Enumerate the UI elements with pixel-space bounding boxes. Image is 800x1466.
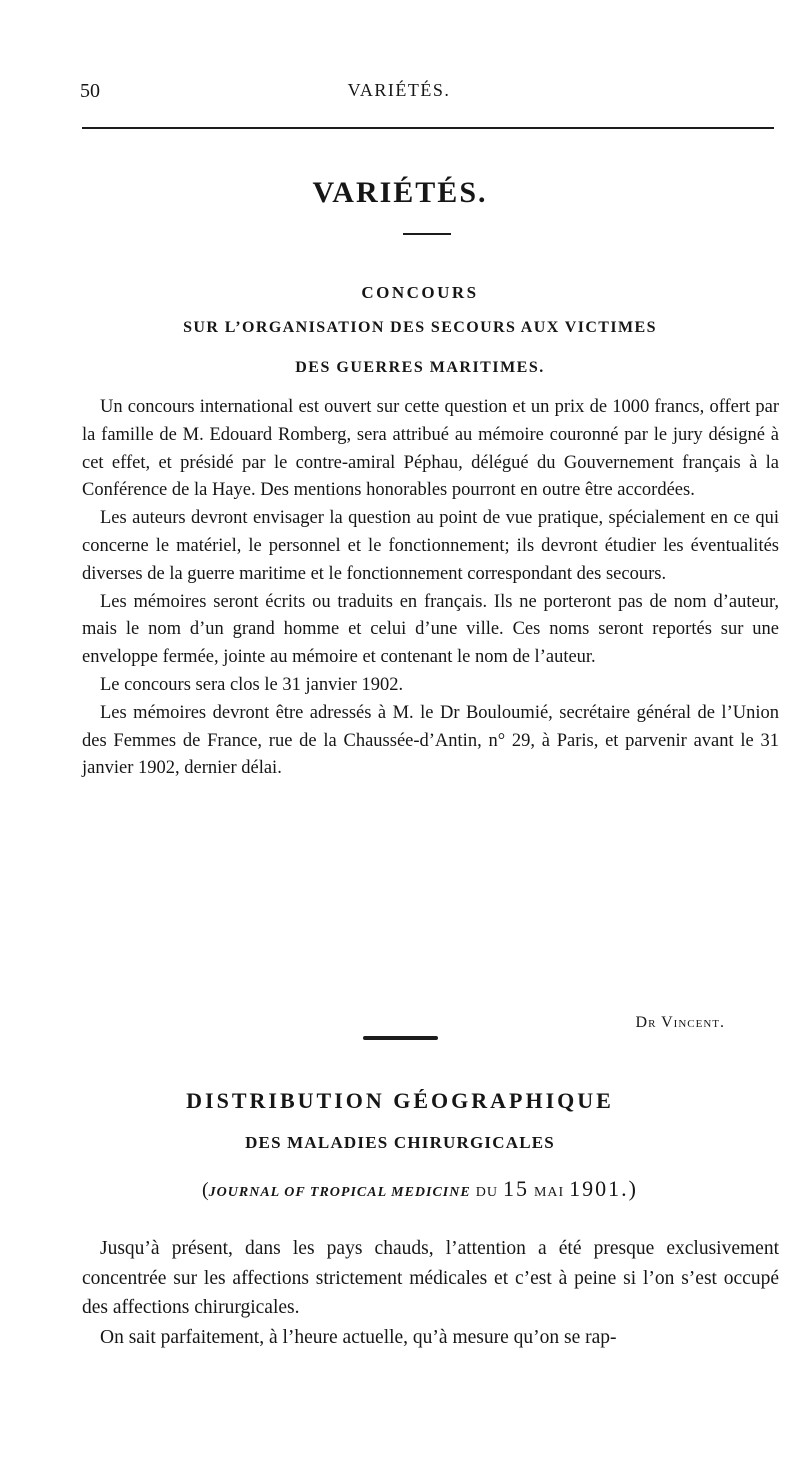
paragraph: Le concours sera clos le 31 janvier 1902. [100, 674, 404, 695]
concours-subtitle-line1: SUR L’ORGANISATION DES SECOURS AUX VICTIMES [183, 319, 657, 336]
source-citation [80, 1176, 760, 1202]
distribution-title: DISTRIBUTION GÉOGRAPHIQUE [186, 1088, 614, 1113]
concours-body [82, 394, 779, 783]
paragraph: Un concours international est ouvert sur cette question et un prix de 1000 francs, offert par la famille de M. Edouard Romberg, sera attribué au mémoire couronné par le jury désigné à cet effet, et présidé par le contre-amiral Péphau, délégué du Gouvernement français à la Conférence de la Haye. Des mentions honorables pourront en outre être accordées. [82, 397, 779, 501]
section-title: VARIÉTÉS. [312, 176, 488, 209]
section-separator [363, 1036, 438, 1040]
distribution-subtitle: DES MALADIES CHIRURGICALES [245, 1133, 555, 1152]
running-title: VARIÉTÉS. [347, 80, 451, 100]
paragraph: Jusqu’à présent, dans les pays chauds, l’attention a été presque exclusivement concentrée sur les affections strictement médicales et c’est à peine si l’on s’est occupé des affections chirurgicales. [82, 1238, 779, 1318]
header-rule [82, 127, 774, 129]
paragraph: Les mémoires seront écrits ou traduits en français. Ils ne porteront pas de nom d’auteur, mais le nom d’un grand homme et celui d’une ville. Ces noms seront reportés sur une enveloppe fermée, jointe au mémoire et contenant le nom de l’auteur. [82, 591, 779, 668]
concours-subtitle-line2: DES GUERRES MARITIMES. [295, 359, 545, 376]
source-open-paren: ( [202, 1179, 209, 1201]
paragraph: Les mémoires devront être adressés à M. le Dr Bouloumié, secrétaire général de l’Union des Femmes de France, rue de la Chaussée-d’Antin, n° 29, à Paris, et parvenir avant le 31 janvier 1902, dernier délai. [82, 702, 779, 779]
paragraph: On sait parfaitement, à l’heure actuelle, qu’à mesure qu’on se rap- [100, 1326, 617, 1348]
source-du: DU [475, 1185, 498, 1200]
source-day: 15 [502, 1176, 529, 1201]
page-number: 50 [80, 80, 100, 102]
title-rule [403, 233, 451, 235]
distribution-body [82, 1234, 779, 1352]
author-signature: Dr Vincent. [635, 1014, 725, 1031]
paragraph: Les auteurs devront envisager la question au point de vue pratique, spécialement en ce qui concerne le matériel, le personnel et le fonctionnement; ils devront étudier les éventualités diverses de la guerre maritime et le fonctionnement correspondant des secours. [82, 508, 779, 584]
source-month: MAI [533, 1185, 565, 1200]
concours-title: CONCOURS [361, 283, 479, 302]
source-year: 1901.) [569, 1176, 638, 1201]
journal-name: JOURNAL OF TROPICAL MEDICINE [208, 1185, 471, 1200]
running-head [80, 80, 718, 106]
